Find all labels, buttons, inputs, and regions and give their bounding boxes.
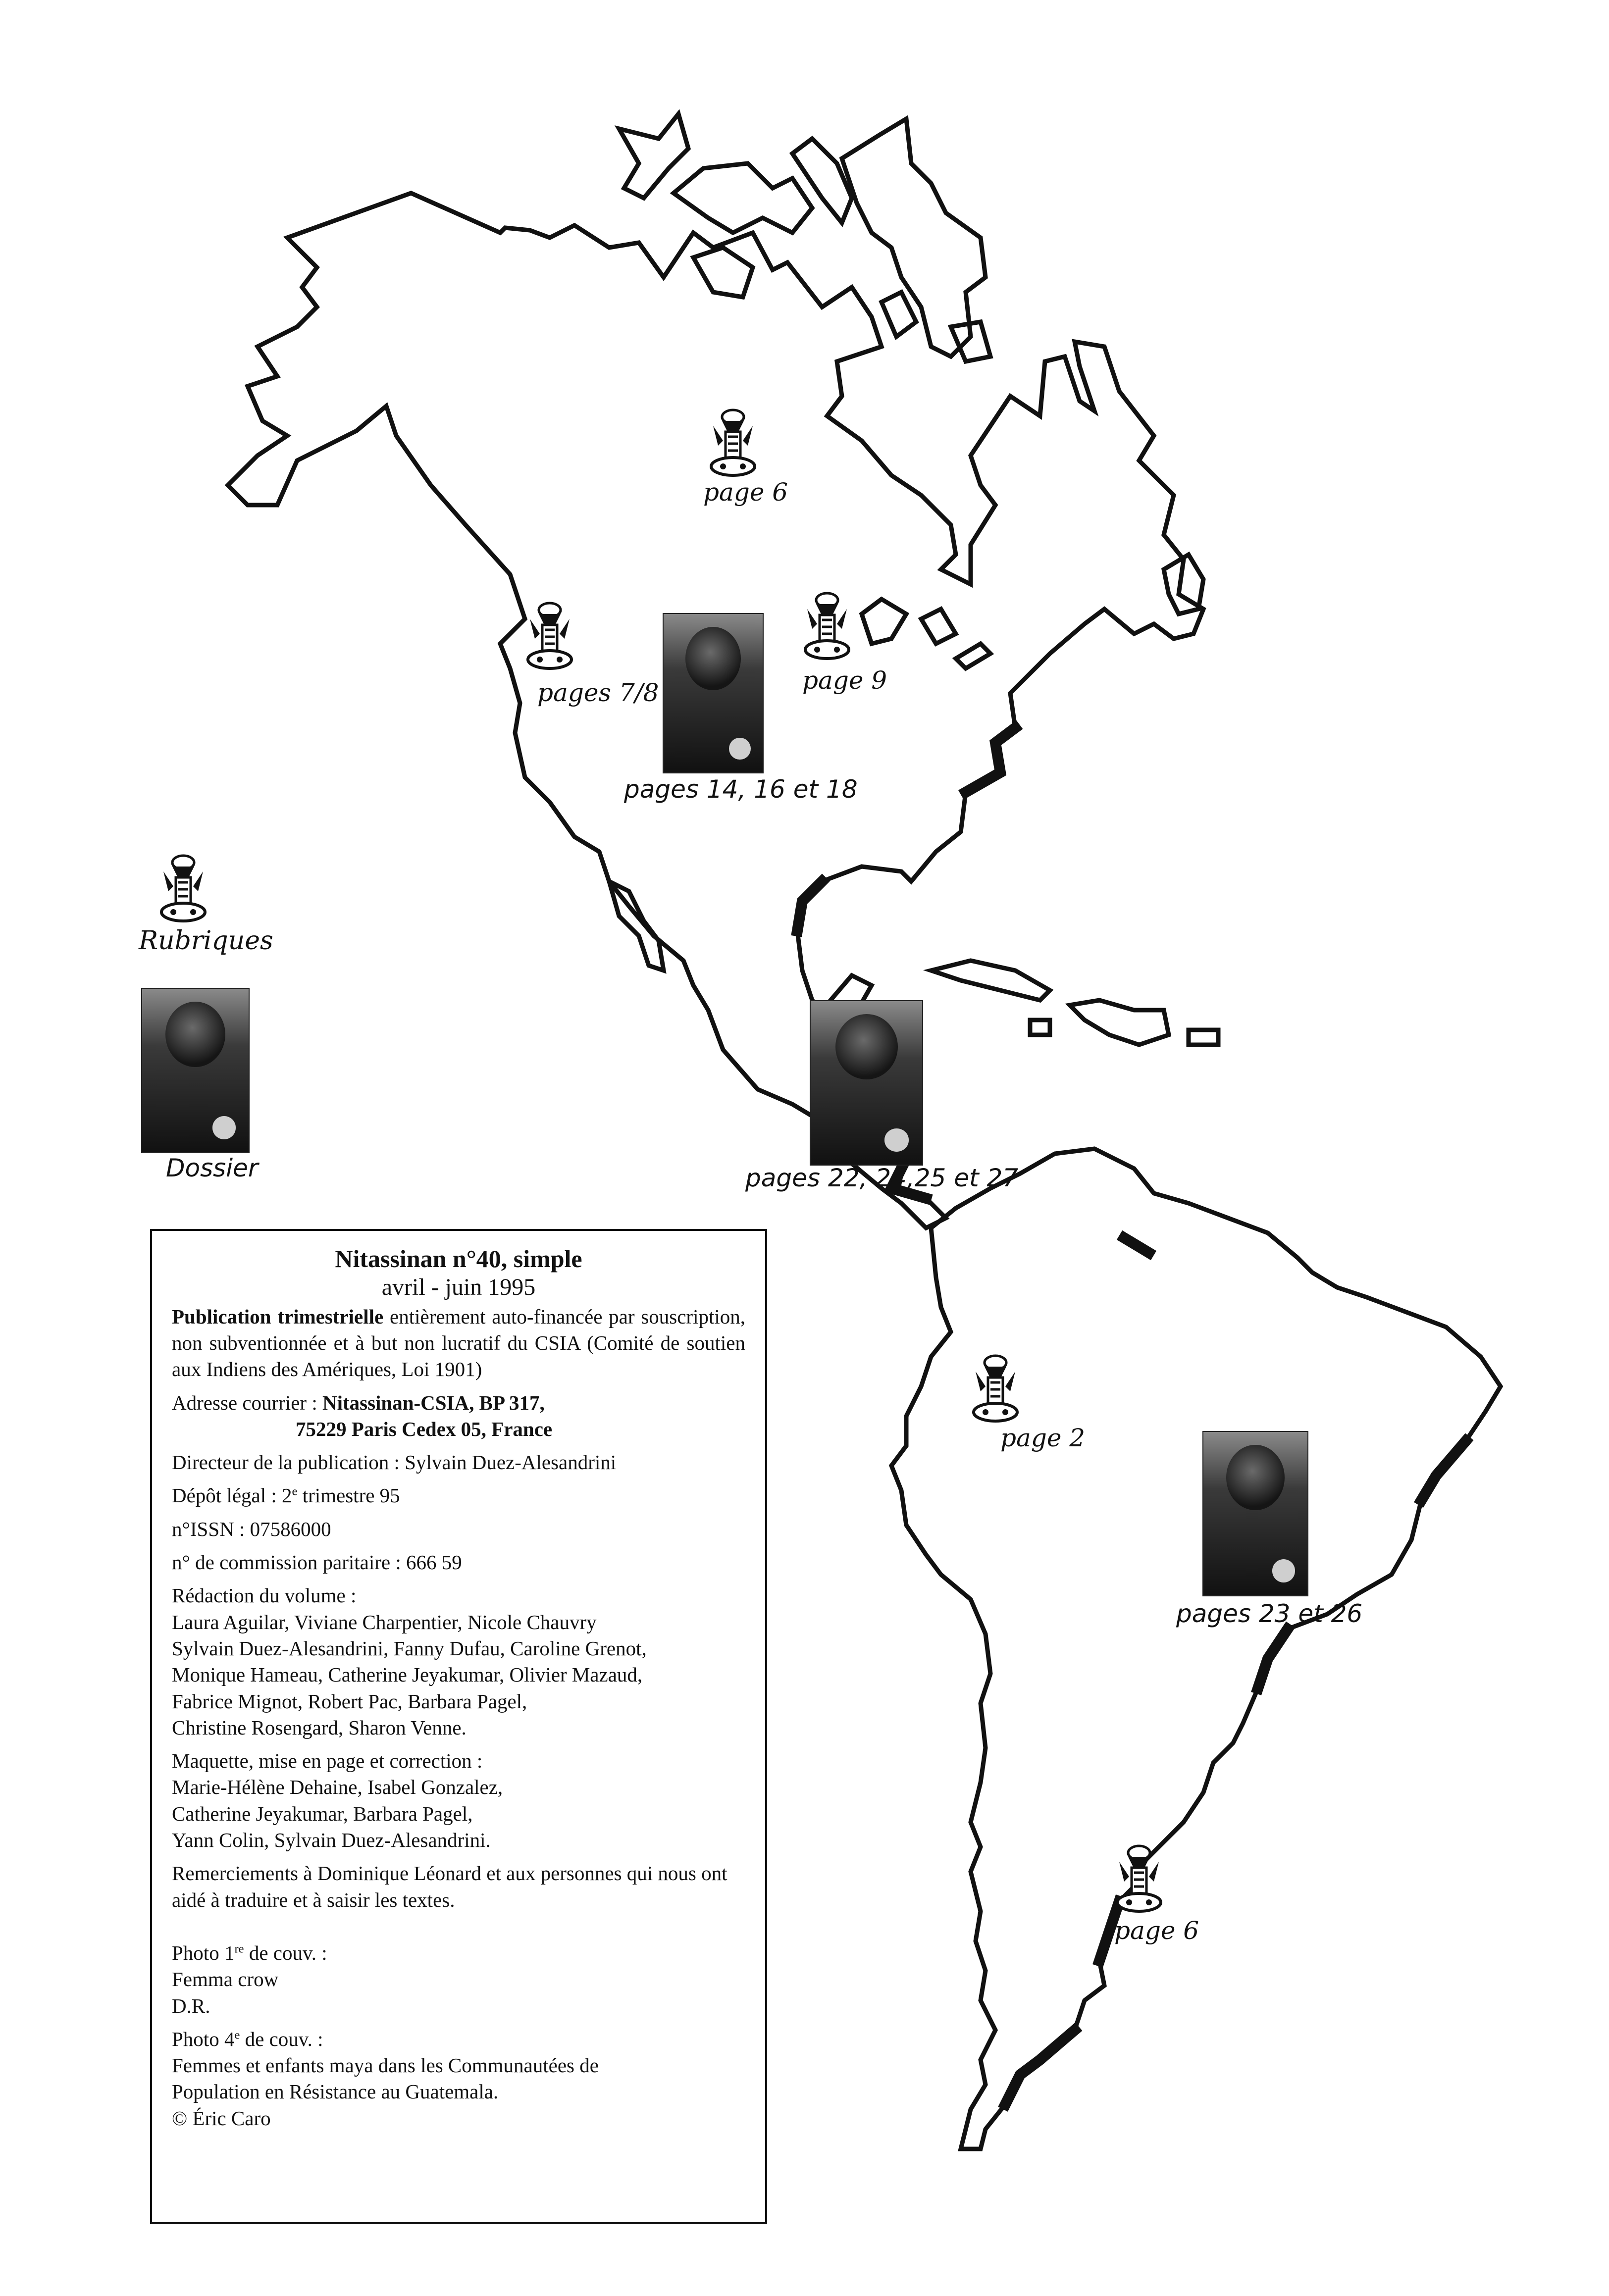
- photo1-sup: re: [234, 1942, 244, 1956]
- arctic-island-3: [792, 139, 852, 223]
- legend-dossier: Dossier: [166, 1154, 259, 1182]
- arctic-island-2: [674, 163, 812, 233]
- coast-shadow-3: [1258, 1629, 1288, 1688]
- maquette-block: [172, 1748, 745, 1853]
- publication-description: [172, 1304, 745, 1383]
- issue-title: Nitassinan n°40, simple: [335, 1245, 582, 1273]
- issn: n°ISSN : 07586000: [172, 1517, 331, 1540]
- publication-details: entièrement auto-financée par souscription, non subventionnée et à but non lucratif du CSIA (Comité de soutien aux Indiens des Amériques, Loi 1901): [172, 1305, 745, 1381]
- depot-sup: e: [292, 1484, 298, 1498]
- redaction-line: Christine Rosengard, Sharon Venne.: [172, 1716, 467, 1739]
- photo1-text: Photo 1: [172, 1941, 235, 1964]
- coast-shadow-6: [966, 728, 1015, 792]
- colophon-box: [150, 1229, 767, 2224]
- issue-dates: avril - juin 1995: [381, 1274, 536, 1300]
- arctic-island-1: [619, 114, 688, 198]
- emblem-rubriques-icon: [161, 856, 205, 921]
- hispaniola-outline: [1070, 1000, 1169, 1045]
- depot-legal: [172, 1482, 745, 1509]
- legend-rubriques: Rubriques: [139, 926, 273, 956]
- photo4-line: Population en Résistance au Guatemala.: [172, 2080, 499, 2103]
- coast-shadow-2: [1421, 1441, 1466, 1500]
- arctic-island-4: [693, 248, 753, 297]
- photo-south-america: [1202, 1431, 1308, 1596]
- label-pages-23-26: pages 23 et 26: [1176, 1599, 1363, 1628]
- lake-outline-2: [921, 609, 956, 644]
- label-pages-14-16-18: pages 14, 16 et 18: [624, 775, 858, 804]
- cuba-outline: [931, 961, 1050, 1000]
- photo1-credit: [172, 1940, 745, 2019]
- label-pages-22-24-25-27: pages 22, 24,25 et 27: [745, 1164, 1019, 1192]
- south-america-outline: [891, 1149, 1501, 2149]
- coast-shadow-5: [1005, 2030, 1075, 2104]
- arctic-island-5: [882, 292, 916, 337]
- photo4-line: Femmes et enfants maya dans les Communautées de: [172, 2054, 599, 2077]
- photo1-text-end: de couv. :: [244, 1941, 327, 1964]
- address-line-1: Nitassinan-CSIA, BP 317,: [322, 1391, 545, 1414]
- label-page-9: page 9: [802, 666, 887, 695]
- puerto-rico-outline: [1189, 1030, 1218, 1045]
- photo4-sup: e: [234, 2028, 240, 2042]
- photo-central-america: [810, 1000, 923, 1166]
- lake-outline: [862, 599, 906, 644]
- label-pages-7-8: pages 7/8: [537, 678, 659, 707]
- address-line-2: 75229 Paris Cedex 05, France: [296, 1417, 553, 1440]
- lake-outline-3: [956, 644, 990, 668]
- maquette-line: Maquette, mise en page et correction :: [172, 1749, 483, 1773]
- photo4-line: © Éric Caro: [172, 2106, 271, 2130]
- label-page-2: page 2: [1000, 1424, 1086, 1452]
- publication-type: Publication trimestrielle: [172, 1305, 384, 1328]
- jamaica-outline: [1030, 1020, 1050, 1035]
- photo1-line: Femma crow: [172, 1968, 279, 1991]
- photo4-text-end: de couv. :: [240, 2027, 323, 2050]
- photo-dossier-legend: [141, 988, 250, 1153]
- coast-shadow-1: [1124, 1238, 1149, 1253]
- photo4-text: Photo 4: [172, 2027, 235, 2050]
- emblem-west-icon: [528, 603, 571, 668]
- photo4-heading: [172, 2026, 745, 2052]
- depot-text-end: trimestre 95: [297, 1484, 400, 1507]
- photo1-line: D.R.: [172, 1994, 210, 2017]
- maquette-line: Marie-Hélène Dehaine, Isabel Gonzalez,: [172, 1776, 503, 1799]
- coast-shadow-7: [797, 881, 822, 931]
- redaction-line: Monique Hameau, Catherine Jeyakumar, Olivier Mazaud,: [172, 1663, 643, 1686]
- emblem-north-icon: [711, 410, 755, 475]
- photo4-credit: [172, 2026, 745, 2132]
- director: Directeur de la publication : Sylvain Duez-Alesandrini: [172, 1451, 617, 1474]
- depot-text: Dépôt légal : 2: [172, 1484, 292, 1507]
- address-label: Adresse courrier :: [172, 1391, 322, 1414]
- redaction-line: Laura Aguilar, Viviane Charpentier, Nicole Chauvry: [172, 1610, 597, 1633]
- maquette-line: Catherine Jeyakumar, Barbara Pagel,: [172, 1802, 473, 1825]
- redaction-line: Fabrice Mignot, Robert Pac, Barbara Pagel,: [172, 1689, 527, 1713]
- label-south-page6: page 6: [1114, 1916, 1199, 1945]
- thanks: Remerciements à Dominique Léonard et aux personnes qui nous ont aidé à traduire et à saisir les textes.: [172, 1862, 727, 1911]
- postal-address: [172, 1390, 745, 1443]
- redaction-title: Rédaction du volume :: [172, 1584, 357, 1607]
- photo1-heading: [172, 1940, 745, 1966]
- emblem-east-icon: [805, 593, 849, 659]
- maquette-line: Yann Colin, Sylvain Duez-Alesandrini.: [172, 1829, 491, 1852]
- photo-north-america: [663, 613, 764, 773]
- emblem-south-icon: [1117, 1846, 1161, 1911]
- emblem-andes-icon: [974, 1356, 1017, 1421]
- redaction-line: Sylvain Duez-Alesandrini, Fanny Dufau, Caroline Grenot,: [172, 1636, 647, 1660]
- redaction-block: [172, 1582, 745, 1741]
- label-north-page6: page 6: [703, 478, 788, 507]
- commission: n° de commission paritaire : 666 59: [172, 1551, 462, 1574]
